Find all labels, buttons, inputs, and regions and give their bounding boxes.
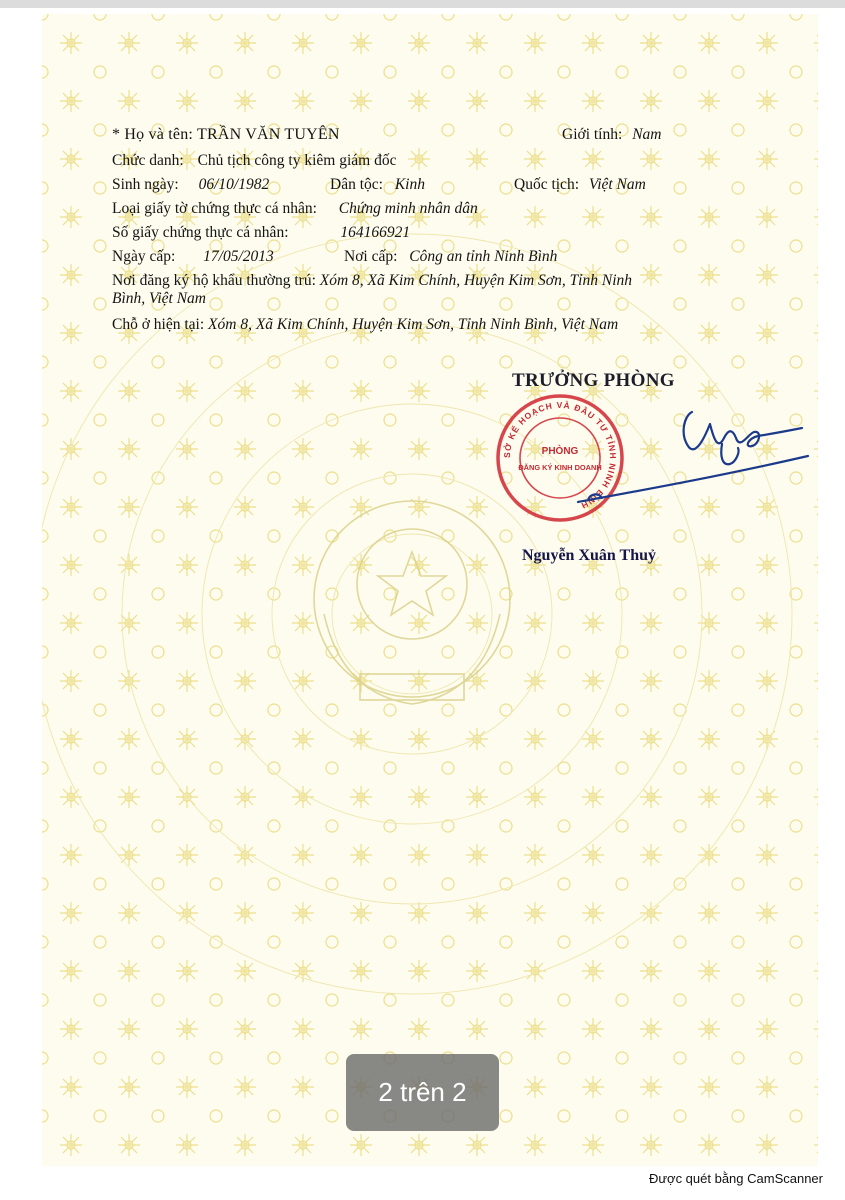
scanner-footer-note: Được quét bằng CamScanner <box>648 1171 823 1186</box>
id-number-row <box>112 224 410 242</box>
issue-place-label: Nơi cấp: <box>344 248 398 265</box>
ethnic-value: Kinh <box>394 176 425 193</box>
title-row <box>112 152 396 170</box>
name-row <box>112 126 340 144</box>
name-value: TRẦN VĂN TUYÊN <box>196 126 340 143</box>
issue-place-value: Công an tỉnh Ninh Bình <box>409 248 558 265</box>
top-bar <box>0 0 845 8</box>
nationality-label: Quốc tịch: <box>514 176 579 193</box>
current-address-value: Xóm 8, Xã Kim Chính, Huyện Kim Sơn, Tỉnh Ninh Bình, Việt Nam <box>208 316 619 333</box>
title-label: Chức danh: <box>112 152 184 169</box>
id-type-row <box>112 200 478 218</box>
current-address-row <box>112 316 618 334</box>
seal-center-line2: ĐĂNG KÝ KINH DOANH <box>518 463 602 472</box>
title-value: Chủ tịch công ty kiêm giám đốc <box>197 152 397 169</box>
handwritten-signature <box>572 394 812 504</box>
issue-place-row <box>344 248 557 266</box>
ethnic-row <box>330 176 425 194</box>
document-page <box>42 14 818 1166</box>
signature-title: TRƯỞNG PHÒNG <box>512 370 675 391</box>
name-label: * Họ và tên: <box>112 126 194 143</box>
id-number-label: Số giấy chứng thực cá nhân: <box>112 224 289 241</box>
permanent-address-label: Nơi đăng ký hộ khẩu thường trú: <box>112 272 316 289</box>
dob-value: 06/10/1982 <box>198 176 270 193</box>
nationality-value: Việt Nam <box>588 176 646 193</box>
dob-label: Sinh ngày: <box>112 176 179 193</box>
signer-name: Nguyễn Xuân Thuỷ <box>522 547 656 564</box>
current-address-label: Chỗ ở hiện tại: <box>112 316 205 333</box>
issue-date-row <box>112 248 274 266</box>
gender-value: Nam <box>632 126 662 143</box>
gender-row <box>562 126 661 144</box>
page-indicator: 2 trên 2 <box>346 1054 499 1131</box>
id-number-value: 164166921 <box>340 224 411 241</box>
personal-info-section <box>42 14 818 1166</box>
seal-ring-text: SỞ KẾ HOẠCH VÀ ĐẦU TƯ TỈNH NINH BÌNH <box>501 399 619 512</box>
gender-label: Giới tính: <box>562 126 623 143</box>
permanent-address-row <box>112 272 632 290</box>
permanent-address-value-line2: Bình, Việt Nam <box>112 290 206 307</box>
dob-row <box>112 176 269 194</box>
ethnic-label: Dân tộc: <box>330 176 383 193</box>
nationality-row <box>514 176 646 194</box>
issue-date-label: Ngày cấp: <box>112 248 176 265</box>
id-type-value: Chứng minh nhân dân <box>338 200 478 217</box>
permanent-address-value-line1: Xóm 8, Xã Kim Chính, Huyện Kim Sơn, Tỉnh Ninh <box>319 272 633 289</box>
issue-date-value: 17/05/2013 <box>203 248 274 265</box>
id-type-label: Loại giấy tờ chứng thực cá nhân: <box>112 200 317 217</box>
seal-center-line1: PHÒNG <box>541 446 579 457</box>
